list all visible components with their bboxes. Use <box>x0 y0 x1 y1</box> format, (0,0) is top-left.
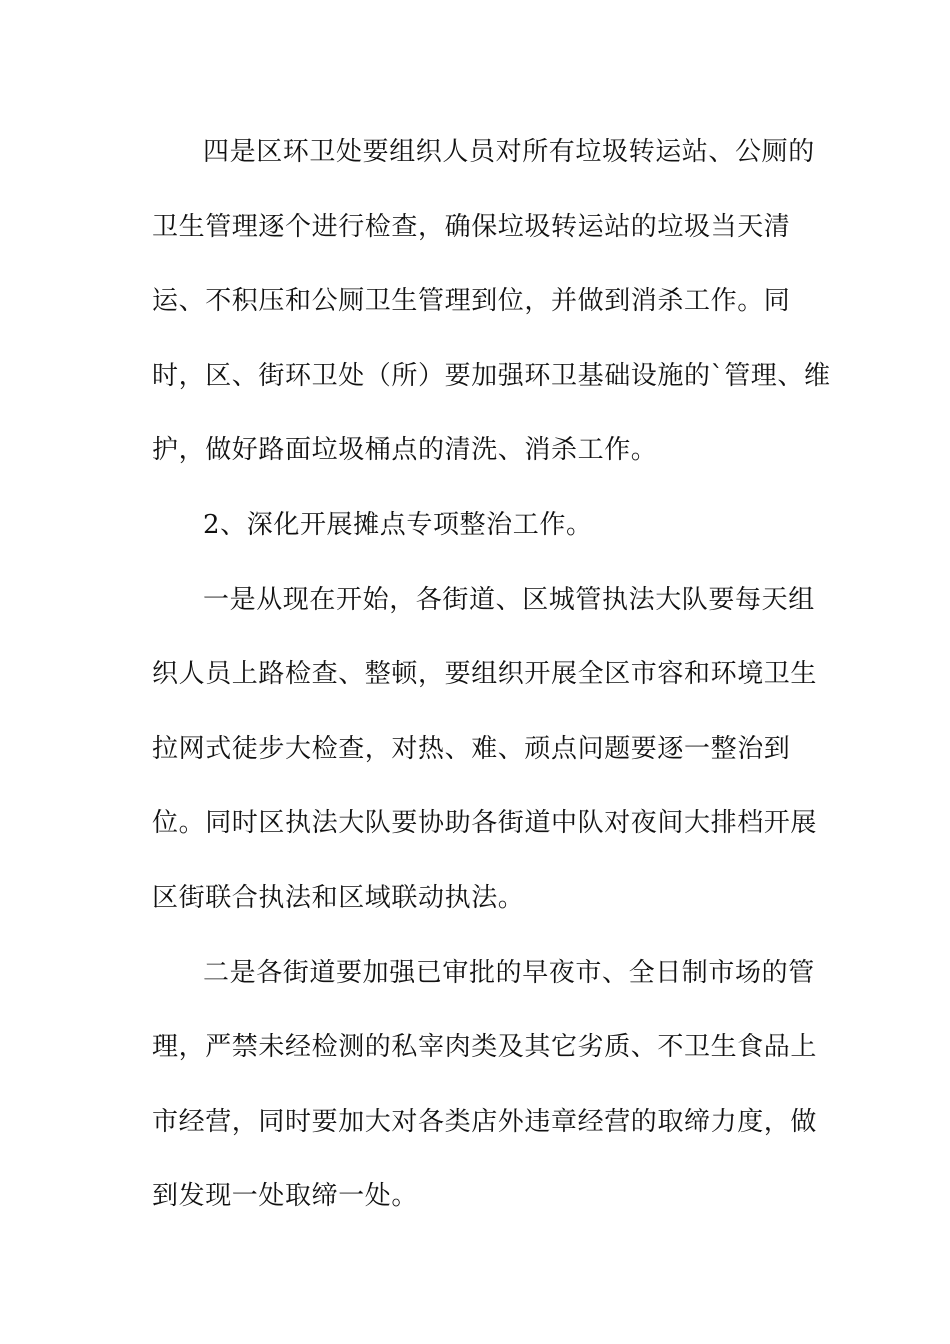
paragraph-3-line-2: 织人员上路检查、整顿，要组织开展全区市容和环境卫生 <box>152 659 818 689</box>
paragraph-3-line-1: 一是从现在开始，各街道、区城管执法大队要每天组 <box>203 585 815 615</box>
paragraph-3-line-5: 区街联合执法和区域联动执法。 <box>152 883 525 913</box>
paragraph-1-line-3: 运、不积压和公厕卫生管理到位，并做到消杀工作。同 <box>152 286 791 316</box>
paragraph-4-line-4: 到发现一处取缔一处。 <box>152 1181 419 1211</box>
paragraph-4-line-1: 二是各街道要加强已审批的早夜市、全日制市场的管 <box>203 958 815 988</box>
paragraph-1-line-1: 四是区环卫处要组织人员对所有垃圾转运站、公厕的 <box>203 137 815 167</box>
paragraph-3-line-3: 拉网式徒步大检查，对热、难、顽点问题要逐一整治到 <box>152 734 791 764</box>
paragraph-1-line-2: 卫生管理逐个进行检查，确保垃圾转运站的垃圾当天清 <box>152 212 791 242</box>
paragraph-1-line-4: 时，区、街环卫处（所）要加强环卫基础设施的`管理、维 <box>152 361 831 391</box>
section-heading-2: 2、深化开展摊点专项整治工作。 <box>203 510 593 540</box>
paragraph-4-line-3: 市经营，同时要加大对各类店外违章经营的取缔力度，做 <box>152 1107 818 1137</box>
paragraph-3-line-4: 位。同时区执法大队要协助各街道中队对夜间大排档开展 <box>152 808 818 838</box>
paragraph-1-line-5: 护，做好路面垃圾桶点的清洗、消杀工作。 <box>152 435 658 465</box>
paragraph-4-line-2: 理，严禁未经检测的私宰肉类及其它劣质、不卫生食品上 <box>152 1032 818 1062</box>
